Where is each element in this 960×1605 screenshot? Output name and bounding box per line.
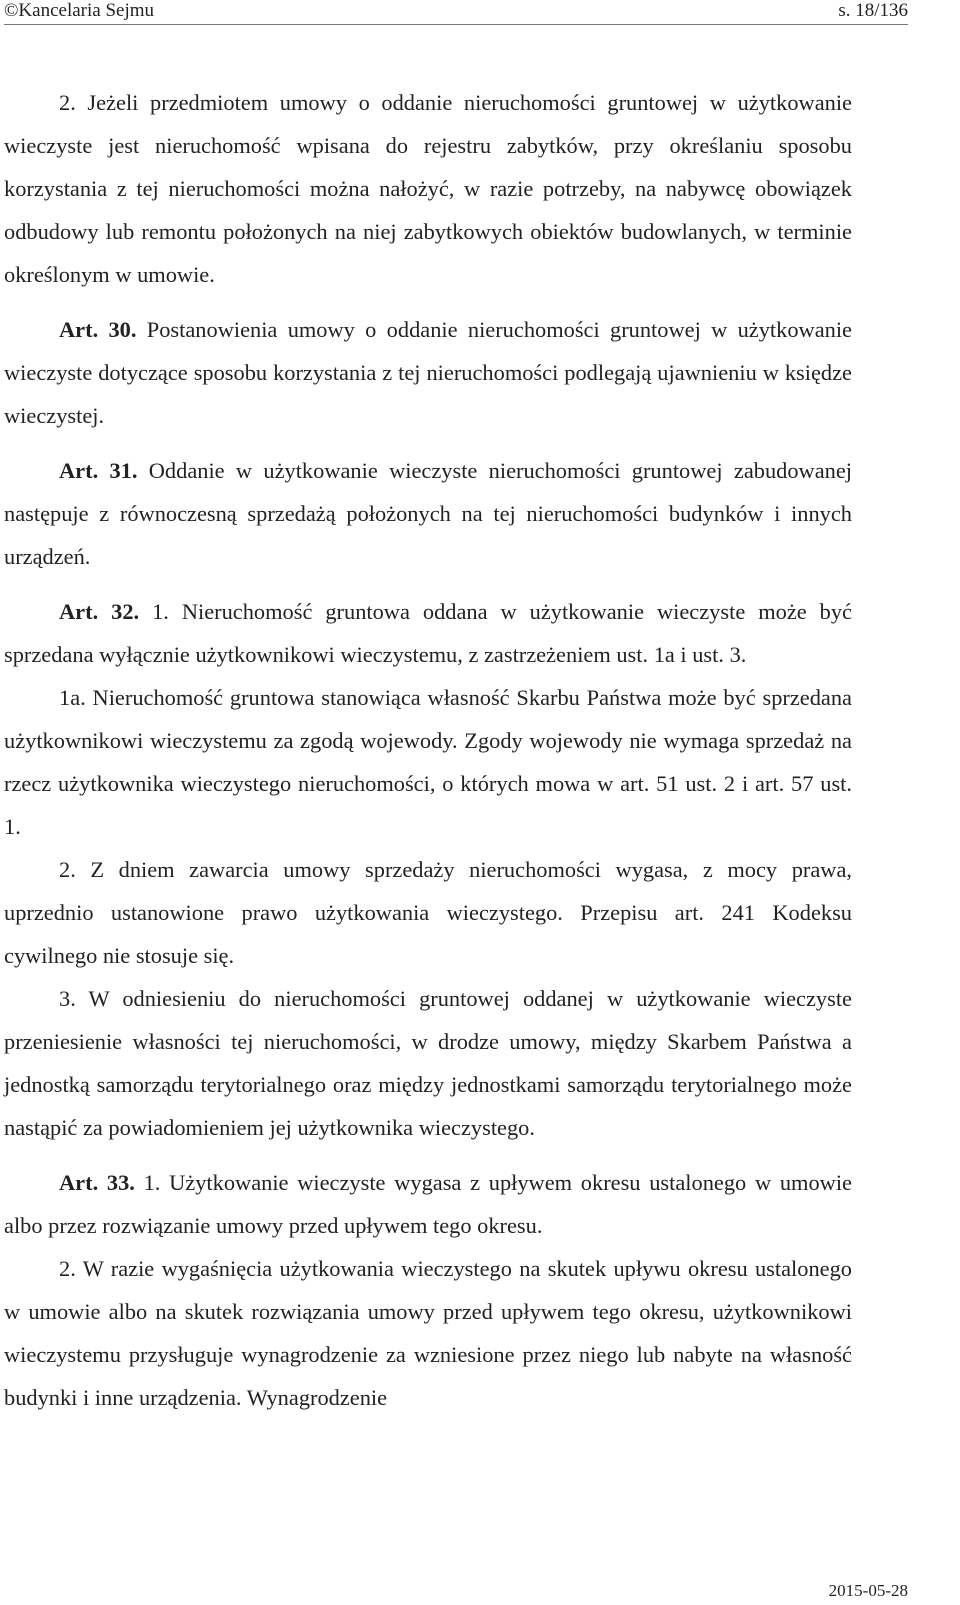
article-30 (4, 308, 852, 437)
paragraph-text: Postanowienia umowy o oddanie nieruchomości gruntowej w użytkowanie wieczyste dotyczące sposobu korzystania z tej nieruchomości podlegają ujawnieniu w księdze wieczystej. (4, 317, 852, 428)
paragraph (4, 81, 852, 296)
paragraph (4, 676, 852, 848)
page-header (4, 0, 908, 25)
article-number: Art. 33. (59, 1170, 135, 1195)
paragraph-text: 1a. Nieruchomość gruntowa stanowiąca własność Skarbu Państwa może być sprzedana użytkownikowi wieczystemu za zgodą wojewody. Zgody wojewody nie wymaga sprzedaż na rzecz użytkownika wieczystego nieruchomości, o których mowa w art. 51 ust. 2 i art. 57 ust. 1. (4, 685, 852, 839)
paragraph-text: 2. Z dniem zawarcia umowy sprzedaży nieruchomości wygasa, z mocy prawa, uprzednio ustanowione prawo użytkowania wieczystego. Przepisu art. 241 Kodeksu cywilnego nie stosuje się. (4, 857, 852, 968)
paragraph-text: 1. Użytkowanie wieczyste wygasa z upływem okresu ustalonego w umowie albo przez rozwiązanie umowy przed upływem tego okresu. (4, 1170, 852, 1238)
article-31 (4, 449, 852, 578)
paragraph-text: 2. W razie wygaśnięcia użytkowania wieczystego na skutek upływu okresu ustalonego w umowie albo na skutek rozwiązania umowy przed upływem tego okresu, użytkownikowi wieczystemu przysługuje wynagrodzenie za wzniesione przez niego lub nabyte na własność budynki i inne urządzenia. Wynagrodzenie (4, 1256, 852, 1410)
paragraph-text: Oddanie w użytkowanie wieczyste nieruchomości gruntowej zabudowanej następuje z równoczesną sprzedażą położonych na tej nieruchomości budynków i innych urządzeń. (4, 458, 852, 569)
page-number: s. 18/136 (838, 0, 908, 21)
article-number: Art. 32. (59, 599, 140, 624)
paragraph-text: 1. Nieruchomość gruntowa oddana w użytkowanie wieczyste może być sprzedana wyłącznie użytkownikowi wieczystemu, z zastrzeżeniem ust. 1a i ust. 3. (4, 599, 852, 667)
article-32 (4, 590, 852, 676)
document-date: 2015-05-28 (828, 1581, 908, 1600)
article-33 (4, 1161, 852, 1247)
article-number: Art. 31. (59, 458, 138, 483)
paragraph (4, 848, 852, 977)
article-number: Art. 30. (59, 317, 137, 342)
paragraph-text: 3. W odniesieniu do nieruchomości gruntowej oddanej w użytkowanie wieczyste przeniesienie własności tej nieruchomości, w drodze umowy, między Skarbem Państwa a jednostką samorządu terytorialnego oraz między jednostkami samorządu terytorialnego może nastąpić za powiadomieniem jej użytkownika wieczystego. (4, 986, 852, 1140)
copyright-label: ©Kancelaria Sejmu (4, 0, 155, 21)
document-body (4, 81, 852, 1419)
paragraph-text: 2. Jeżeli przedmiotem umowy o oddanie nieruchomości gruntowej w użytkowanie wieczyste jest nieruchomość wpisana do rejestru zabytków, przy określaniu sposobu korzystania z tej nieruchomości można nałożyć, w razie potrzeby, na nabywcę obowiązek odbudowy lub remontu położonych na niej zabytkowych obiektów budowlanych, w terminie określonym w umowie. (4, 90, 852, 287)
paragraph (4, 977, 852, 1149)
paragraph (4, 1247, 852, 1419)
